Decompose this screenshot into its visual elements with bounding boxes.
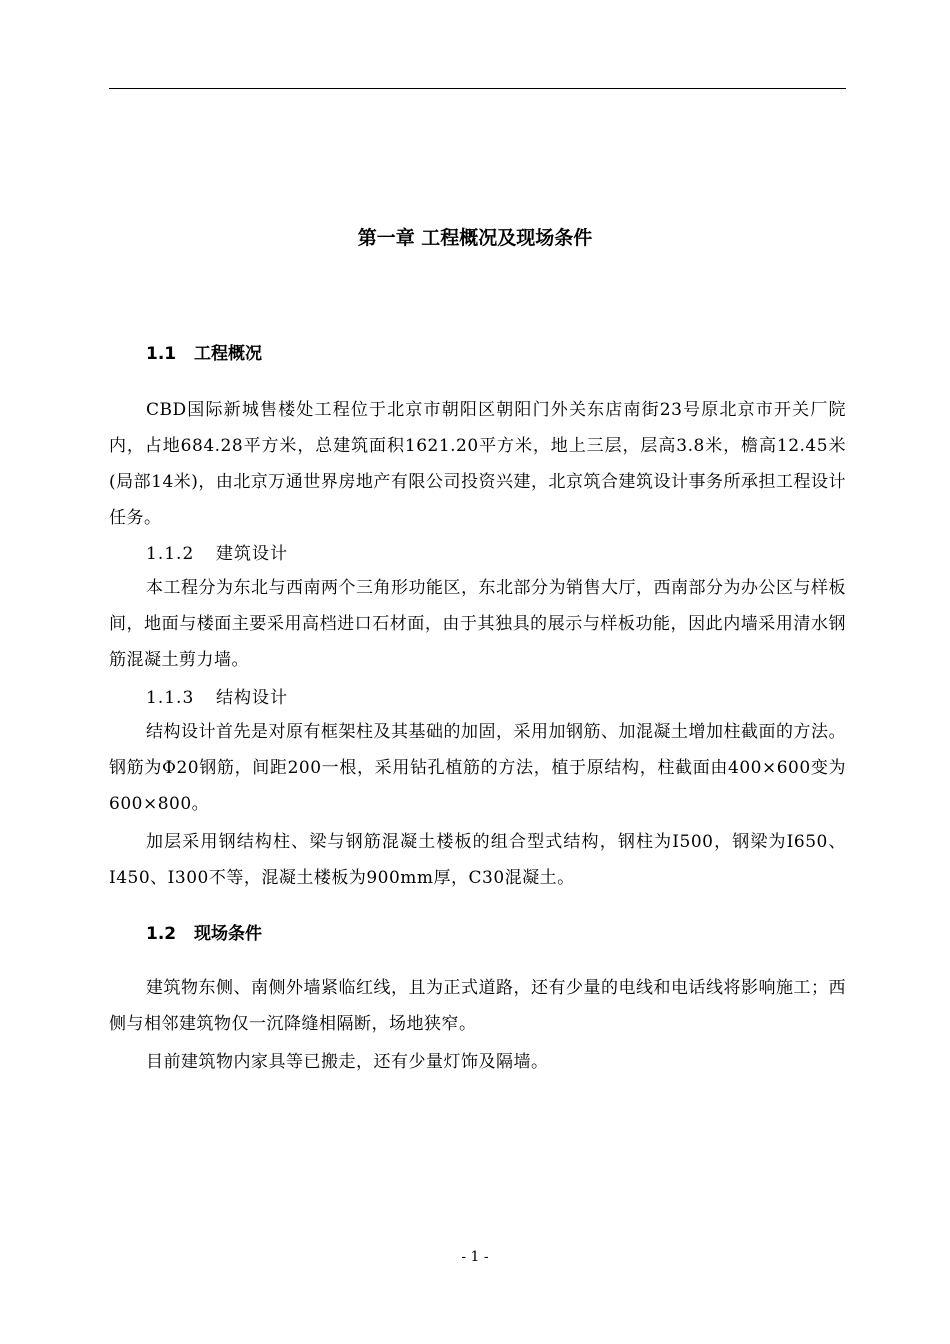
paragraph-architecture: 本工程分为东北与西南两个三角形功能区，东北部分为销售大厅，西南部分为办公区与样板间，地面与楼面主要采用高档进口石材面，由于其独具的展示与样板功能，因此内墙采用清水钢筋混凝土剪力墙。	[109, 578, 846, 670]
subsection-number: 1.1.2	[146, 544, 195, 564]
chapter-title: 第一章 工程概况及现场条件	[357, 227, 593, 249]
paragraph-structure-2: 加层采用钢结构柱、梁与钢筋混凝土楼板的组合型式结构，钢柱为I500，钢梁为I650、I450、I300不等，混凝土楼板为900mm厚，C30混凝土。	[109, 832, 846, 888]
section-heading-1-2	[146, 920, 262, 948]
section-number: 1.1	[146, 344, 177, 364]
paragraph-site-1: 建筑物东侧、南侧外墙紧临红线，且为正式道路，还有少量的电线和电话线将影响施工；西侧与相邻建筑物仅一沉降缝相隔断，场地狭窄。	[109, 978, 846, 1034]
subsection-heading-1-1-3	[146, 684, 288, 712]
section-title: 现场条件	[194, 924, 262, 944]
header-rule	[109, 88, 846, 89]
subsection-heading-1-1-2	[146, 540, 288, 568]
subsection-number: 1.1.3	[146, 688, 195, 708]
section-heading-1-1	[146, 340, 262, 368]
paragraph-site-2: 目前建筑物内家具等已搬走，还有少量灯饰及隔墙。	[146, 1052, 549, 1072]
subsection-title: 建筑设计	[216, 544, 288, 564]
section-number: 1.2	[146, 924, 177, 944]
section-title: 工程概况	[194, 344, 262, 364]
page-number: - 1 -	[461, 1249, 489, 1265]
paragraph-structure-1: 结构设计首先是对原有框架柱及其基础的加固，采用加钢筋、加混凝土增加柱截面的方法。钢筋为Φ20钢筋，间距200一根，采用钻孔植筋的方法，植于原结构，柱截面由400×600变为600×800。	[109, 722, 846, 814]
subsection-title: 结构设计	[216, 688, 288, 708]
paragraph-overview: CBD国际新城售楼处工程位于北京市朝阳区朝阳门外关东店南街23号原北京市开关厂院内，占地684.28平方米，总建筑面积1621.20平方米，地上三层，层高3.8米，檐高12.45米(局部14米)，由北京万通世界房地产有限公司投资兴建，北京筑合建筑设计事务所承担工程设计任务。	[109, 400, 846, 528]
